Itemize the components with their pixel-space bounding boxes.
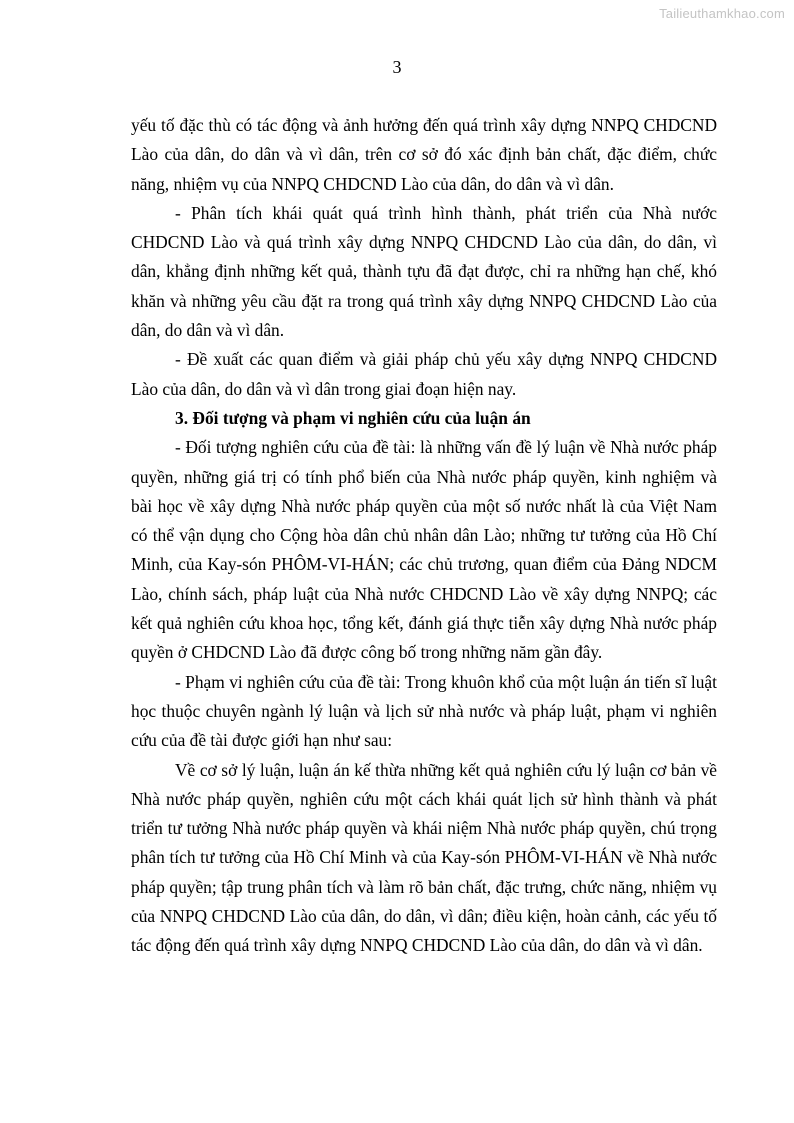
- document-body: [131, 111, 717, 961]
- page-number: 3: [392, 57, 402, 77]
- section-heading: 3. Đối tượng và phạm vi nghiên cứu của luận án: [175, 407, 531, 428]
- paragraph-research-scope: - Phạm vi nghiên cứu của đề tài: Trong khuôn khổ của một luận án tiến sĩ luật học thuộc chuyên ngành lý luận và lịch sử nhà nước và pháp luật, phạm vi nghiên cứu của đề tài được giới hạn như sau:: [131, 671, 717, 751]
- paragraph-research-object: - Đối tượng nghiên cứu của đề tài: là những vấn đề lý luận về Nhà nước pháp quyền, những giá trị có tính phổ biến của Nhà nước pháp quyền, kinh nghiệm và bài học về xây dựng Nhà nước pháp quyền của một số nước nhất là của Việt Nam có thể vận dụng cho Cộng hòa dân chủ nhân dân Lào; những tư tưởng của Hồ Chí Minh, của Kay-són PHÔM-VI-HÁN; các chủ trương, quan điểm của Đảng NDCM Lào, chính sách, pháp luật của Nhà nước CHDCND Lào về xây dựng NNPQ; các kết quả nghiên cứu khoa học, tổng kết, đánh giá thực tiễn xây dựng Nhà nước pháp quyền ở CHDCND Lào đã được công bố trong những năm gần đây.: [131, 437, 717, 663]
- watermark-text: Tailieuthamkhao.com: [659, 6, 785, 21]
- paragraph-analysis: - Phân tích khái quát quá trình hình thành, phát triển của Nhà nước CHDCND Lào và quá trình xây dựng NNPQ CHDCND Lào của dân, do dân, vì dân, khẳng định những kết quả, thành tựu đã đạt được, chỉ ra những hạn chế, khó khăn và những yêu cầu đặt ra trong quá trình xây dựng NNPQ CHDCND Lào của dân, do dân và vì dân.: [131, 202, 717, 341]
- paragraph-theoretical-basis: Về cơ sở lý luận, luận án kế thừa những kết quả nghiên cứu lý luận cơ bản về Nhà nước pháp quyền, nghiên cứu một cách khái quát lịch sử hình thành và phát triển tư tưởng Nhà nước pháp quyền và khái niệm Nhà nước pháp quyền, chú trọng phân tích tư tưởng của Hồ Chí Minh và của Kay-són PHÔM-VI-HÁN về Nhà nước pháp quyền; tập trung phân tích và làm rõ bản chất, đặc trưng, chức năng, nhiệm vụ của NNPQ CHDCND Lào của dân, do dân, vì dân; điều kiện, hoàn cảnh, các yếu tố tác động đến quá trình xây dựng NNPQ CHDCND Lào của dân, do dân và vì dân.: [131, 759, 717, 956]
- paragraph-continuation: yếu tố đặc thù có tác động và ảnh hưởng đến quá trình xây dựng NNPQ CHDCND Lào của dân, do dân và vì dân, trên cơ sở đó xác định bản chất, đặc điểm, chức năng, nhiệm vụ của NNPQ CHDCND Lào của dân, do dân và vì dân.: [131, 115, 717, 194]
- paragraph-proposal: - Đề xuất các quan điểm và giải pháp chủ yếu xây dựng NNPQ CHDCND Lào của dân, do dân và vì dân trong giai đoạn hiện nay.: [131, 349, 717, 399]
